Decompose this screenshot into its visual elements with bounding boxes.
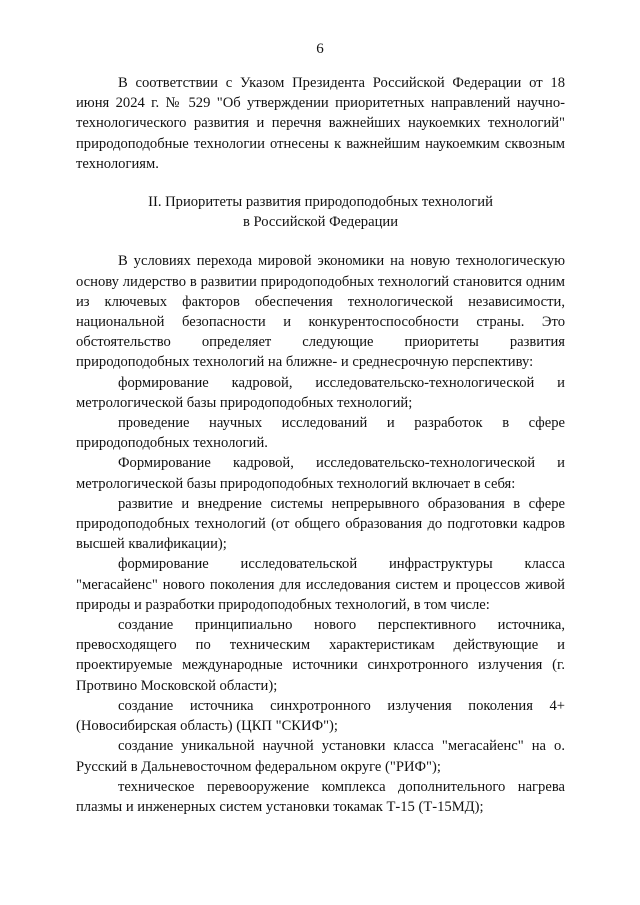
paragraph-protvino-source: создание принципиально нового перспективного источника, превосходящего по техническим характеристикам действующие и проектируемые международные источники синхротронного излучения (г. Протвино Московской области); (76, 617, 565, 694)
paragraph-base-formation: формирование кадровой, исследовательско-технологической и метрологической базы природоподобных технологий; (76, 374, 565, 411)
section-heading-line-2: в Российской Федерации (242, 214, 399, 231)
paragraph-education: развитие и внедрение системы непрерывного образования в сфере природоподобных технологий (от общего образования до подготовки кадров высшей квалификации); (76, 495, 565, 553)
paragraph-skif: создание источника синхротронного излучения поколения 4+ (Новосибирская область) (ЦКП "СКИФ"); (76, 697, 565, 735)
section-heading-line-1: II. Приоритеты развития природоподобных технологий (148, 194, 493, 211)
paragraph-megascience-infrastructure: формирование исследовательской инфраструктуры класса "мегасайенс" нового поколения для исследования систем и процессов живой природы и разработки природоподобных технологий, в том числе: (76, 556, 565, 613)
paragraph-priorities: В условиях перехода мировой экономики на новую технологическую основу лидерство в развитии природоподобных технологий становится одним из ключевых факторов обеспечения технологической независимости, национальной безопасности и конкурентоспособности страны. Это обстоятельство определяет следующие приоритеты развития природоподобных технологий на ближне- и среднесрочную перспективу: (76, 253, 565, 371)
page-number: 6 (316, 41, 324, 57)
document-body (76, 73, 565, 817)
paragraph-base-includes: Формирование кадровой, исследовательско-технологической и метрологической базы природоподобных технологий включает в себя: (76, 455, 565, 492)
intro-paragraph: В соответствии с Указом Президента Российской Федерации от 18 июня 2024 г. № 529 "Об утверждении приоритетных направлений научно-технологического развития и перечня важнейших наукоемких технологий" природоподобные технологии отнесены к важнейшим наукоемким сквозным технологиям. (76, 75, 565, 172)
section-heading (76, 192, 565, 232)
paragraph-tokamak: техническое перевооружение комплекса дополнительного нагрева плазмы и инженерных систем установки токамак Т-15 (Т-15МД); (76, 778, 565, 815)
paragraph-research: проведение научных исследований и разработок в сфере природоподобных технологий. (76, 415, 565, 452)
paragraph-rif: создание уникальной научной установки класса "мегасайенс" на о. Русский в Дальневосточном федеральном округе ("РИФ"); (76, 738, 565, 775)
